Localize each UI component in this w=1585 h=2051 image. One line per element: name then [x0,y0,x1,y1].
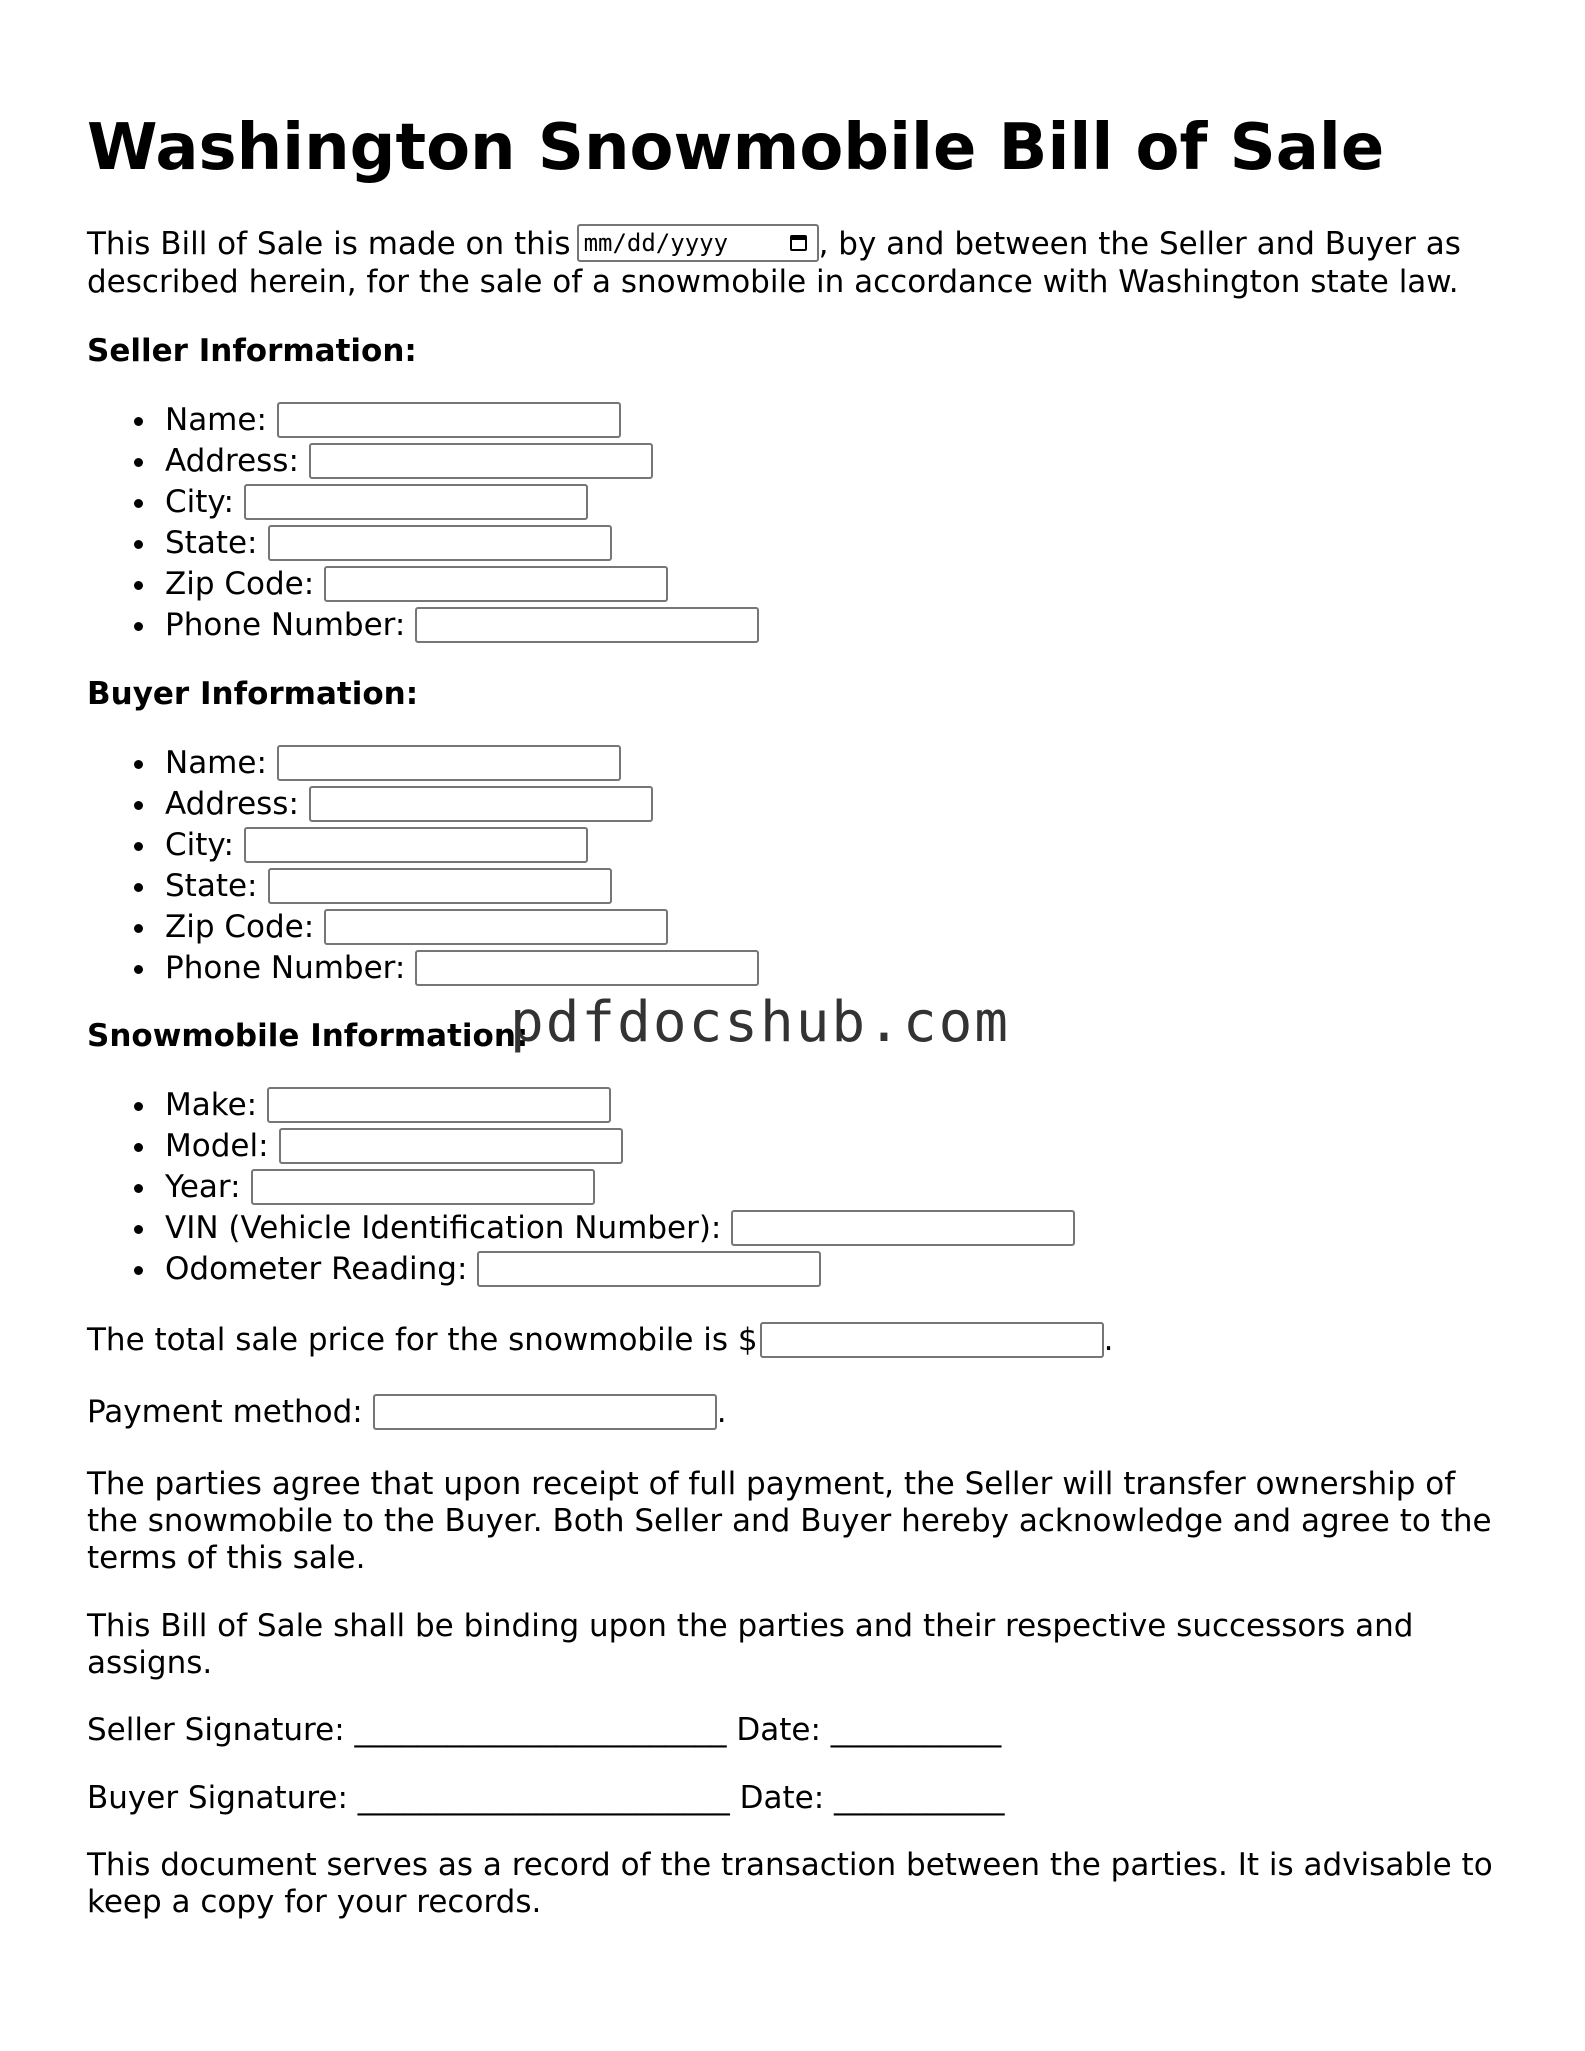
model-item [87,1126,1075,1167]
field-label: State: [165,868,258,904]
bullet-icon [134,883,143,892]
seller-phone-item [87,605,759,646]
odometer-input[interactable] [477,1251,821,1287]
field-label: VIN (Vehicle Identification Number): [165,1210,722,1246]
bullet-icon [134,581,143,590]
bullet-icon [134,540,143,549]
intro-after-date: , by and between the Seller and Buyer as [818,226,1461,262]
bullet-icon [134,801,143,810]
price-label: The total sale price for the snowmobile is $ [87,1322,758,1358]
buyer-address-input[interactable] [309,786,653,822]
snowmobile-heading: Snowmobile Information: [87,1018,529,1054]
field-label: Address: [165,786,299,822]
payment-method-input[interactable] [373,1394,717,1430]
bullet-icon [134,1143,143,1152]
buyer-signature-line: Buyer Signature: ________________________ Date: ___________ [87,1780,1005,1816]
date-placeholder: mm/dd/yyyy [583,228,729,257]
seller-state-item [87,523,759,564]
field-label: City: [165,827,234,863]
bullet-icon [134,1225,143,1234]
field-label: Zip Code: [165,909,315,945]
seller-zip-item [87,564,759,605]
page-title: Washington Snowmobile Bill of Sale [87,111,1385,185]
sale-date-input[interactable] [577,224,819,262]
price-line [87,1322,1113,1360]
intro-before-date: This Bill of Sale is made on this [87,226,571,262]
field-label: Name: [165,745,267,781]
buyer-state-item [87,866,759,907]
make-input[interactable] [267,1087,611,1123]
payment-label: Payment method: [87,1394,363,1430]
buyer-state-input[interactable] [268,868,612,904]
bullet-icon [134,458,143,467]
buyer-address-item [87,784,759,825]
field-label: Phone Number: [165,607,406,643]
seller-fields [87,400,759,646]
buyer-zip-item [87,907,759,948]
intro-line-1 [87,226,1461,265]
field-label: State: [165,525,258,561]
seller-zip-input[interactable] [324,566,668,602]
price-input[interactable] [760,1322,1104,1358]
seller-signature-line: Seller Signature: ________________________ Date: ___________ [87,1712,1002,1748]
buyer-name-input[interactable] [277,745,621,781]
field-label: Phone Number: [165,950,406,986]
field-label: Year: [165,1169,241,1205]
vin-item [87,1208,1075,1249]
price-suffix: . [1103,1322,1114,1358]
seller-address-input[interactable] [309,443,653,479]
bullet-icon [134,760,143,769]
snowmobile-fields [87,1085,1075,1290]
bullet-icon [134,1184,143,1193]
seller-city-input[interactable] [244,484,588,520]
buyer-fields [87,743,759,989]
vin-input[interactable] [731,1210,1075,1246]
bullet-icon [134,1102,143,1111]
year-input[interactable] [251,1169,595,1205]
transfer-paragraph: The parties agree that upon receipt of full payment, the Seller will transfer ownership of the snowmobile to the Buyer. Both Seller and Buyer hereby acknowledge and agree to the terms of this sale. [87,1466,1492,1576]
field-label: Name: [165,402,267,438]
calendar-icon[interactable] [790,235,807,251]
field-label: Make: [165,1087,258,1123]
bullet-icon [134,417,143,426]
model-input[interactable] [279,1128,623,1164]
bullet-icon [134,965,143,974]
buyer-name-item [87,743,759,784]
bullet-icon [134,499,143,508]
seller-heading: Seller Information: [87,333,417,369]
field-label: Model: [165,1128,269,1164]
field-label: Zip Code: [165,566,315,602]
payment-suffix: . [716,1394,727,1430]
watermark: pdfdocshub.com [510,990,1011,1055]
buyer-city-item [87,825,759,866]
field-label: City: [165,484,234,520]
field-label: Address: [165,443,299,479]
bullet-icon [134,622,143,631]
buyer-phone-item [87,948,759,989]
make-item [87,1085,1075,1126]
seller-state-input[interactable] [268,525,612,561]
seller-city-item [87,482,759,523]
binding-paragraph: This Bill of Sale shall be binding upon the parties and their respective successors and assigns. [87,1608,1414,1681]
buyer-heading: Buyer Information: [87,676,419,712]
bullet-icon [134,924,143,933]
buyer-zip-input[interactable] [324,909,668,945]
closing-paragraph: This document serves as a record of the transaction between the parties. It is advisable to keep a copy for your records. [87,1847,1493,1920]
buyer-city-input[interactable] [244,827,588,863]
field-label: Odometer Reading: [165,1251,468,1287]
bullet-icon [134,842,143,851]
seller-address-item [87,441,759,482]
seller-name-item [87,400,759,441]
odometer-item [87,1249,1075,1290]
seller-name-input[interactable] [277,402,621,438]
intro-line-2: described herein, for the sale of a snowmobile in accordance with Washington state law. [87,264,1459,300]
seller-phone-input[interactable] [415,607,759,643]
payment-line [87,1394,727,1432]
year-item [87,1167,1075,1208]
buyer-phone-input[interactable] [415,950,759,986]
bullet-icon [134,1266,143,1275]
